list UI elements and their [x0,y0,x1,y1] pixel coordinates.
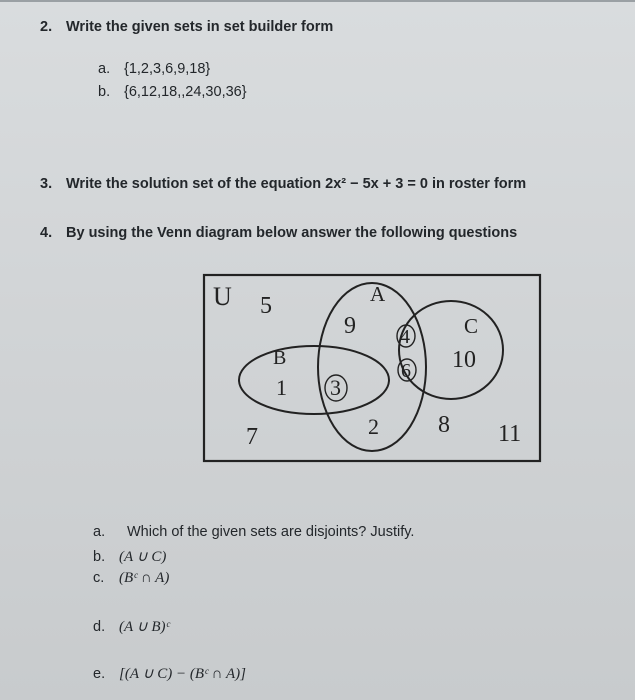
element-outside-5: 5 [260,293,272,319]
set-b-label: B [273,347,287,369]
question-4-item-a [93,524,414,540]
question-4-item-e [93,664,246,683]
question-4-text-post: below answer the following questions [252,225,518,241]
question-4-item-b [93,547,166,566]
item-text: (A ∪ C) [119,549,167,565]
item-label: a. [93,524,106,540]
set-a-label: A [370,282,386,306]
item-label: c. [93,570,105,586]
question-4-number: 4. [40,225,53,241]
item-label: b. [98,84,111,100]
element-outside-11: 11 [498,421,522,447]
element-a-b-3: 3 [330,375,341,400]
element-a-only-9: 9 [344,313,356,339]
question-4-text-bold: Venn diagram [157,225,253,241]
question-4-item-d [93,617,169,636]
element-outside-8: 8 [438,412,450,438]
item-text: Which of the given sets are disjoints? Justify. [127,524,415,540]
set-c-label: C [464,314,479,338]
question-2-text: Write the given sets in set builder form [66,19,334,35]
item-label: a. [98,61,111,77]
question-2-number: 2. [40,19,53,35]
element-b-only-1: 1 [276,375,287,400]
item-label: b. [93,549,106,565]
question-4-item-c [93,570,169,587]
universe-label: U [213,282,232,311]
item-label: d. [93,619,106,635]
item-text: [(A ∪ C) − (Bᶜ ∩ A)] [119,666,246,682]
question-4-text-pre: By using the [66,225,158,241]
question-3-text: Write the solution set of the equation 2x² − 5x + 3 = 0 in roster form [66,176,527,192]
set-b-circle [239,346,389,414]
item-text: (A ∪ B)ᶜ [119,619,170,635]
element-a-c-4: 4 [400,326,410,348]
set-c-circle [399,301,503,399]
element-outside-7: 7 [246,424,258,450]
item-text: (Bᶜ ∩ A) [119,570,170,586]
item-text: {1,2,3,6,9,18} [124,61,211,77]
element-a-2: 2 [368,414,379,439]
item-text: {6,12,18,,24,30,36} [124,84,247,100]
element-c-only-10: 10 [452,347,476,373]
question-3-number: 3. [40,176,53,192]
item-label: e. [93,666,106,682]
element-a-c-6: 6 [401,360,411,382]
